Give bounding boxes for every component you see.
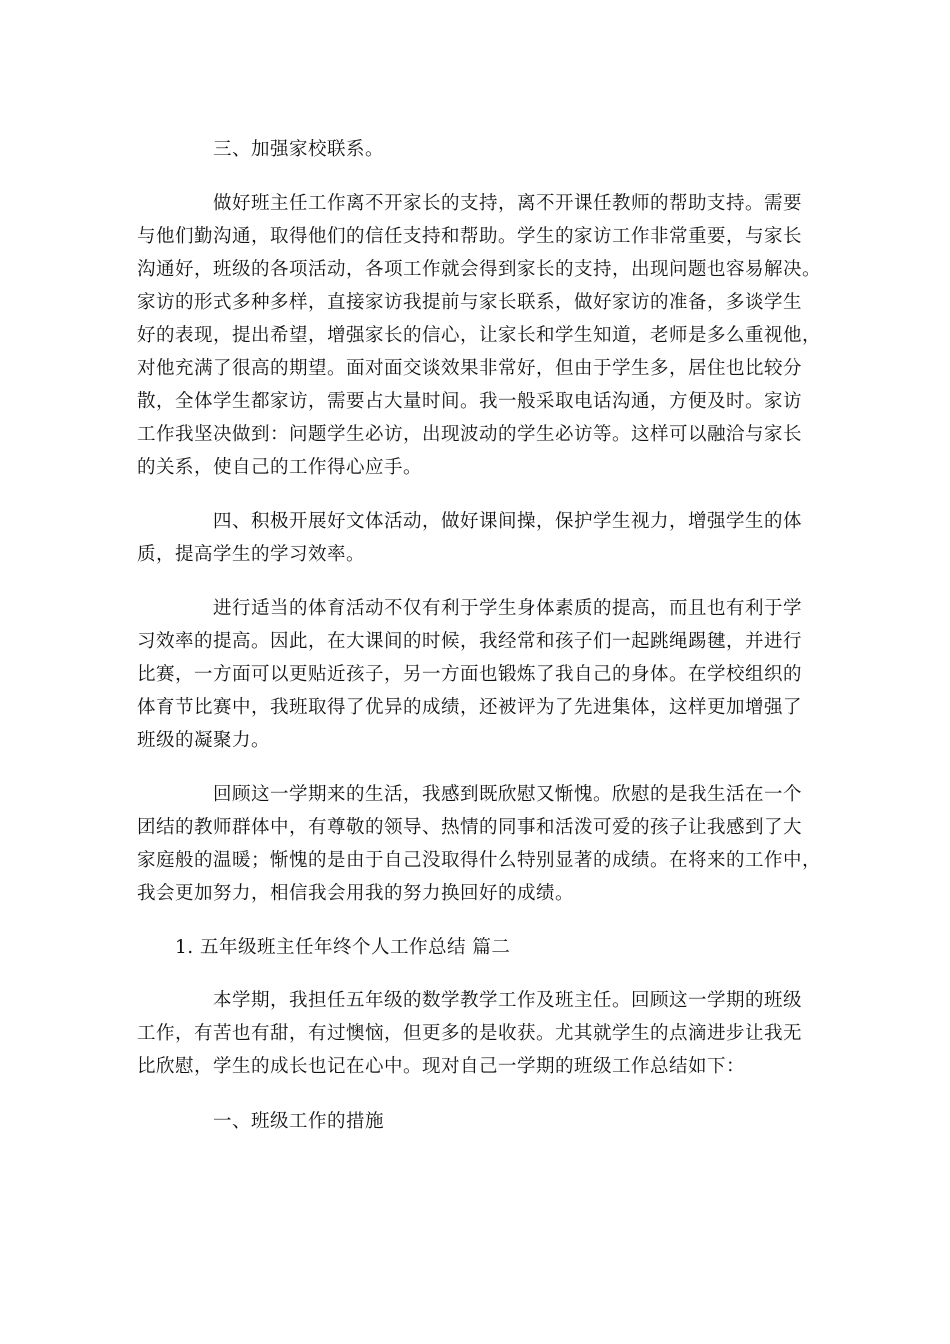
paragraph-line: 的关系，使自己的工作得心应手。 — [137, 457, 423, 478]
paragraph-line: 工作，有苦也有甜，有过懊恼，但更多的是收获。尤其就学生的点滴进步让我无 — [137, 1023, 803, 1044]
paragraph-line: 比欣慰，学生的成长也记在心中。现对自己一学期的班级工作总结如下： — [137, 1056, 746, 1077]
paragraph-line: 进行适当的体育活动不仅有利于学生身体素质的提高，而且也有利于学 — [213, 598, 803, 619]
paragraph-line: 与他们勤沟通，取得他们的信任支持和帮助。学生的家访工作非常重要，与家长 — [137, 226, 803, 247]
paragraph-line: 家庭般的温暖；惭愧的是由于自己没取得什么特别显著的成绩。在将来的工作中， — [137, 850, 822, 871]
paragraph-line: 做好班主任工作离不开家长的支持，离不开课任教师的帮助支持。需要 — [213, 193, 803, 214]
paragraph-line: 散，全体学生都家访，需要占大量时间。我一般采取电话沟通，方便及时。家访 — [137, 391, 803, 412]
heading-line: 四、积极开展好文体活动，做好课间操，保护学生视力，增强学生的体 — [213, 511, 803, 532]
section-title: 1. 五年级班主任年终个人工作总结 篇二 — [175, 937, 511, 958]
paragraph-line: 习效率的提高。因此，在大课间的时候，我经常和孩子们一起跳绳踢毽，并进行 — [137, 631, 803, 652]
paragraph-line: 沟通好，班级的各项活动，各项工作就会得到家长的支持，出现问题也容易解决。 — [137, 259, 822, 280]
heading-strengthen-home-school-contact — [137, 133, 817, 166]
heading-class-work-measures — [137, 1105, 817, 1138]
paragraph-review — [137, 778, 822, 910]
heading-line: 一、班级工作的措施 — [213, 1111, 385, 1132]
paragraph-line: 家访的形式多种多样，直接家访我提前与家长联系，做好家访的准备，多谈学生 — [137, 292, 803, 313]
paragraph-line: 本学期，我担任五年级的数学教学工作及班主任。回顾这一学期的班级 — [213, 990, 803, 1011]
paragraph-sports — [137, 592, 817, 757]
paragraph-line: 对他充满了很高的期望。面对面交谈效果非常好，但由于学生多，居住也比较分 — [137, 358, 803, 379]
paragraph-home-visits — [137, 187, 822, 484]
paragraph-intro — [137, 984, 817, 1083]
heading-sports-activities — [137, 505, 817, 571]
paragraph-line: 班级的凝聚力。 — [137, 730, 271, 751]
paragraph-line: 团结的教师群体中，有尊敬的领导、热情的同事和活泼可爱的孩子让我感到了大 — [137, 817, 803, 838]
paragraph-line: 比赛，一方面可以更贴近孩子，另一方面也锻炼了我自己的身体。在学校组织的 — [137, 664, 803, 685]
paragraph-line: 工作我坚决做到：问题学生必访，出现波动的学生必访等。这样可以融洽与家长 — [137, 424, 803, 445]
paragraph-line: 体育节比赛中，我班取得了优异的成绩，还被评为了先进集体，这样更加增强了 — [137, 697, 803, 718]
paragraph-line: 我会更加努力，相信我会用我的努力换回好的成绩。 — [137, 883, 575, 904]
paragraph-line: 好的表现，提出希望，增强家长的信心，让家长和学生知道，老师是多么重视他， — [137, 325, 822, 346]
heading-line: 质，提高学生的学习效率。 — [137, 544, 366, 565]
heading-line: 三、加强家校联系。 — [213, 139, 385, 160]
paragraph-line: 回顾这一学期来的生活，我感到既欣慰又惭愧。欣慰的是我生活在一个 — [213, 784, 803, 805]
